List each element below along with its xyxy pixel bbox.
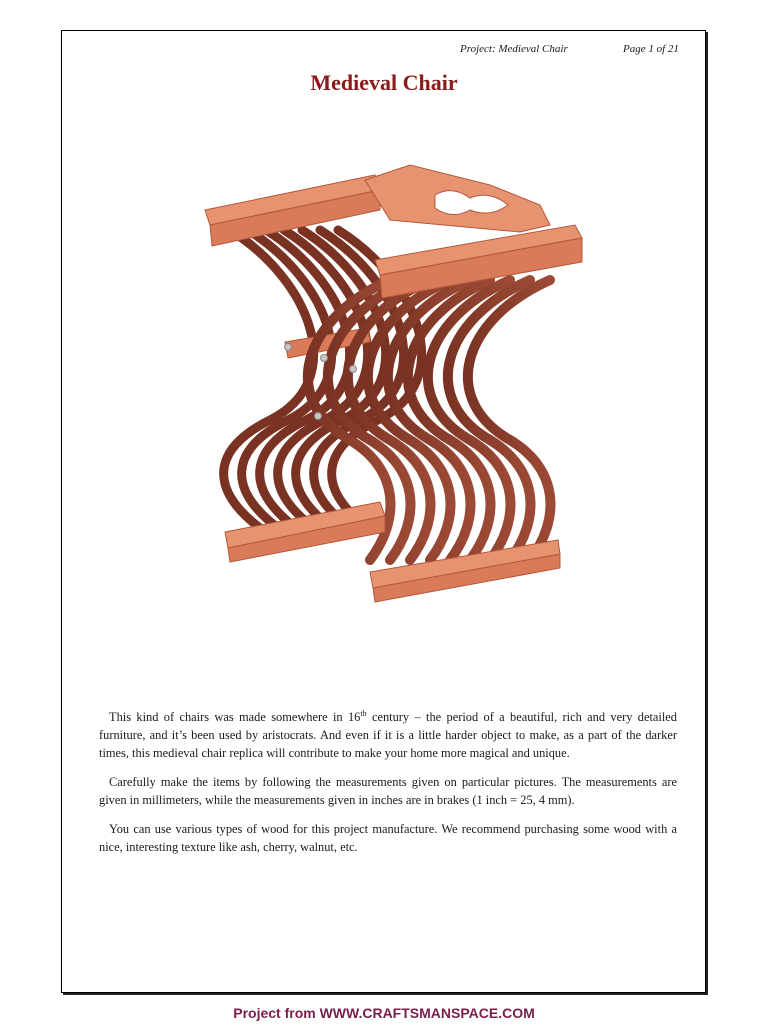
chair-drawing: [190, 150, 600, 610]
running-header: [0, 43, 768, 59]
bolt: [350, 366, 357, 373]
bolt: [321, 355, 328, 362]
header-page-number: Page 1 of 21: [623, 43, 679, 55]
footer-credit: Project from WWW.CRAFTSMANSPACE.COM: [233, 1005, 535, 1021]
page-title: Medieval Chair: [310, 70, 458, 95]
paragraph-1: This kind of chairs was made somewhere in 16th century – the period of a beautiful, rich and very detailed furniture, and it’s been used by aristocrats. And even if it is a little harder object to make, as a part of the darker times, this medieval chair replica will contribute to make your home more magical and unique.: [99, 708, 677, 760]
header-project-label: Project: Medieval Chair: [460, 43, 568, 55]
paragraph-2: Carefully make the items by following the measurements given on particular pictures. The measurements are given in millimeters, while the measurements given in inches are in brakes (1 inch = 25, 4 mm).: [99, 775, 677, 807]
paragraph-3: You can use various types of wood for this project manufacture. We recommend purchasing some wood with a nice, interesting texture like ash, cherry, walnut, etc.: [99, 822, 677, 854]
body-text: [99, 708, 677, 867]
bolt: [315, 413, 322, 420]
bolt: [285, 344, 292, 351]
chair-illustration: [190, 150, 600, 610]
